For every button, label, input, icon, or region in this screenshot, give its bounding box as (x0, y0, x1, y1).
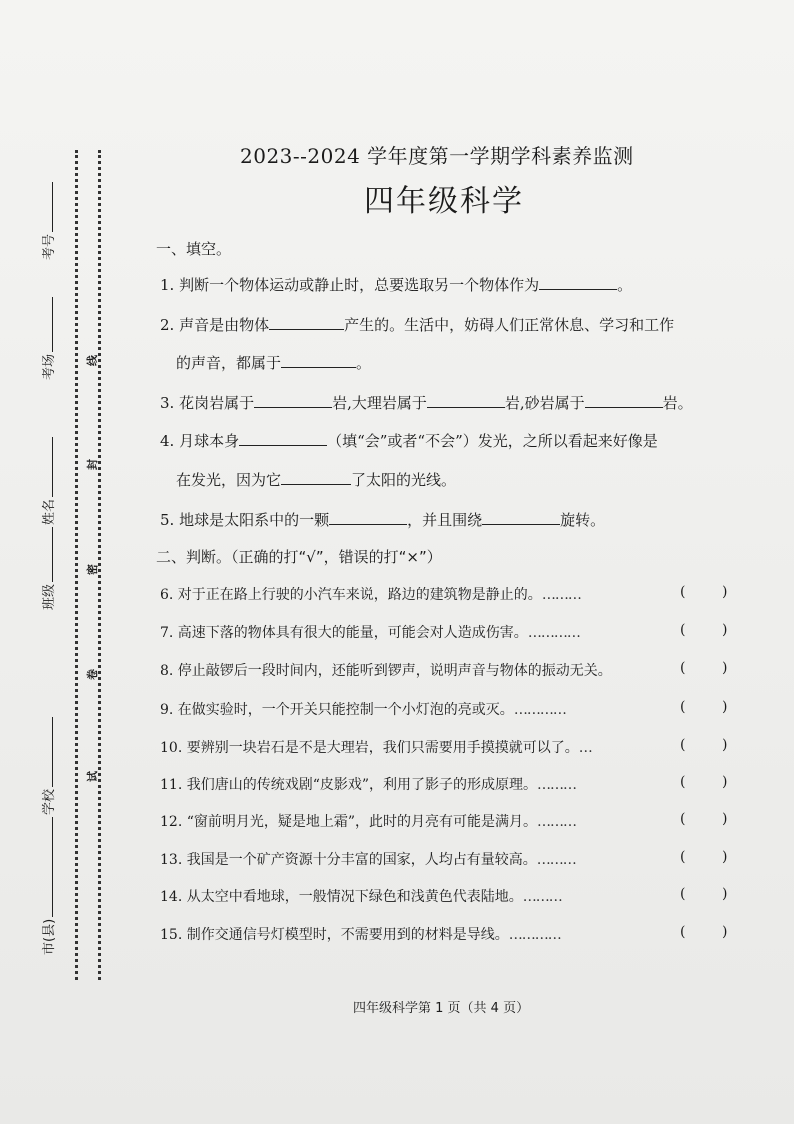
answer-paren-open-8[interactable]: ( (680, 660, 686, 676)
question-1 (160, 274, 632, 295)
q3-text-b: 岩,大理岩属于 (332, 394, 427, 412)
q2-text-a: 2. 声音是由物体 (160, 316, 270, 334)
q5-text-c: 旋转。 (560, 511, 606, 529)
exam-no-blank (40, 182, 53, 232)
judge-item-6 (160, 584, 730, 604)
judge-item-14 (160, 886, 730, 906)
judge-item-7 (160, 622, 730, 642)
judge-text: 14. 从太空中看地球，一般情况下绿色和浅黄色代表陆地。 (160, 889, 523, 905)
q4-blank-1[interactable] (239, 431, 327, 446)
leader-dots: ………… (527, 625, 580, 641)
judge-item-8 (160, 660, 730, 680)
leader-dots: ………… (508, 927, 561, 943)
name-field (38, 437, 57, 525)
judge-item-10 (160, 737, 730, 757)
q3-text-d: 岩。 (662, 394, 693, 412)
answer-paren-close-13: ) (722, 849, 728, 865)
question-3 (160, 392, 693, 413)
q4-blank-2[interactable] (281, 470, 351, 485)
page-footer: 四年级科学第 1 页（共 4 页） (353, 1001, 530, 1016)
q4-text-d: 了太阳的光线。 (351, 471, 457, 489)
leader-dots: ……… (541, 587, 581, 603)
judge-text: 12. “窗前明月光，疑是地上霜”，此时的月亮有可能是满月。 (160, 814, 538, 830)
answer-paren-open-14[interactable]: ( (680, 886, 686, 902)
answer-paren-close-6: ) (722, 584, 728, 600)
room-field (38, 297, 57, 380)
name-label: 姓名 (42, 498, 57, 525)
q1-blank[interactable] (539, 275, 617, 290)
school-field (38, 717, 57, 815)
judge-text: 8. 停止敲锣后一段时间内，还能听到锣声，说明声音与物体的振动无关。 (160, 663, 612, 679)
answer-paren-close-7: ) (722, 622, 728, 638)
q3-blank-3[interactable] (585, 393, 663, 408)
question-4 (160, 430, 658, 451)
q2-text-b: 产生的。生活中，妨碍人们正常休息、学习和工作 (344, 316, 675, 334)
school-label: 学校 (42, 788, 57, 815)
question-2 (160, 314, 674, 335)
city-blank (40, 817, 53, 917)
judge-item-12 (160, 811, 730, 831)
leader-dots: ………… (513, 702, 566, 718)
q2-blank-1[interactable] (269, 315, 344, 330)
leader-dots: ……… (537, 814, 577, 830)
seal-mark-paper: 卷 (86, 669, 99, 680)
section-fill-in-title: 一、填空。 (156, 240, 232, 258)
leader-dots: ……… (522, 889, 562, 905)
answer-paren-open-9[interactable]: ( (680, 699, 686, 715)
judge-item-9 (160, 699, 730, 719)
question-5 (160, 509, 605, 530)
answer-paren-close-9: ) (722, 699, 728, 715)
q5-blank-2[interactable] (482, 510, 560, 525)
q3-text-a: 3. 花岗岩属于 (160, 394, 255, 412)
q1-end: 。 (617, 276, 633, 294)
answer-paren-open-13[interactable]: ( (680, 849, 686, 865)
city-field (38, 817, 57, 955)
school-blank (40, 717, 53, 787)
seal-mark-line: 线 (86, 355, 99, 366)
q1-text: 1. 判断一个物体运动或静止时，总要选取另一个物体作为 (160, 276, 540, 294)
q5-text-a: 5. 地球是太阳系中的一颗 (160, 511, 330, 529)
q4-text-c: 在发光，因为它 (176, 471, 282, 489)
seal-mark-test: 试 (86, 771, 99, 782)
exam-subtitle: 2023--2024 学年度第一学期学科素养监测 (240, 144, 634, 168)
room-blank (40, 297, 53, 352)
answer-paren-close-12: ) (722, 811, 728, 827)
answer-paren-open-10[interactable]: ( (680, 737, 686, 753)
q4-text-b: （填“会”或者“不会”）发光，之所以看起来好像是 (327, 432, 658, 450)
question-4-cont (176, 469, 456, 490)
answer-paren-close-14: ) (722, 886, 728, 902)
class-label: 班级 (42, 583, 57, 610)
binding-strip (20, 140, 120, 980)
q3-blank-1[interactable] (254, 393, 332, 408)
q5-blank-1[interactable] (329, 510, 407, 525)
room-label: 考场 (42, 353, 57, 380)
class-field (38, 527, 57, 610)
seal-mark-seal: 封 (86, 459, 99, 470)
seal-mark-secret: 密 (86, 564, 99, 575)
seal-line-outer (75, 150, 78, 980)
judge-text: 9. 在做实验时，一个开关只能控制一个小灯泡的亮或灭。 (160, 702, 514, 718)
q2-text-d: 。 (356, 354, 372, 372)
judge-text: 13. 我国是一个矿产资源十分丰富的国家，人均占有量较高。 (160, 852, 537, 868)
answer-paren-open-6[interactable]: ( (680, 584, 686, 600)
judge-item-13 (160, 849, 730, 869)
section-judge-title: 二、判断。（正确的打“√”，错误的打“×”） (156, 548, 442, 566)
answer-paren-close-8: ) (722, 660, 728, 676)
q5-text-b: ，并且围绕 (407, 511, 483, 529)
judge-text: 15. 制作交通信号灯模型时，不需要用到的材料是导线。 (160, 927, 509, 943)
judge-text: 11. 我们唐山的传统戏剧“皮影戏”，利用了影子的形成原理。 (160, 777, 538, 793)
answer-paren-close-10: ) (722, 737, 728, 753)
q2-text-c: 的声音，都属于 (176, 354, 282, 372)
judge-text: 6. 对于正在路上行驶的小汽车来说，路边的建筑物是静止的。 (160, 587, 542, 603)
answer-paren-open-12[interactable]: ( (680, 811, 686, 827)
exam-no-label: 考号 (42, 233, 57, 260)
class-blank (40, 527, 53, 582)
judge-item-15 (160, 924, 730, 944)
q4-text-a: 4. 月球本身 (160, 432, 240, 450)
leader-dots: ……… (536, 852, 576, 868)
leader-dots: ……… (537, 777, 577, 793)
answer-paren-open-11[interactable]: ( (680, 774, 686, 790)
name-blank (40, 437, 53, 497)
answer-paren-close-15: ) (722, 924, 728, 940)
question-2-cont (176, 352, 371, 373)
city-label: 市(县) (42, 918, 57, 955)
q3-text-c: 岩,砂岩属于 (504, 394, 585, 412)
q2-blank-2[interactable] (281, 353, 356, 368)
judge-item-11 (160, 774, 730, 794)
judge-text: 7. 高速下落的物体具有很大的能量，可能会对人造成伤害。 (160, 625, 528, 641)
answer-paren-open-7[interactable]: ( (680, 622, 686, 638)
exam-no-field (38, 182, 57, 260)
exam-title: 四年级科学 (364, 184, 524, 219)
leader-dots: … (578, 740, 592, 756)
answer-paren-close-11: ) (722, 774, 728, 790)
q3-blank-2[interactable] (427, 393, 505, 408)
judge-text: 10. 要辨别一块岩石是不是大理岩，我们只需要用手摸摸就可以了。 (160, 740, 579, 756)
answer-paren-open-15[interactable]: ( (680, 924, 686, 940)
